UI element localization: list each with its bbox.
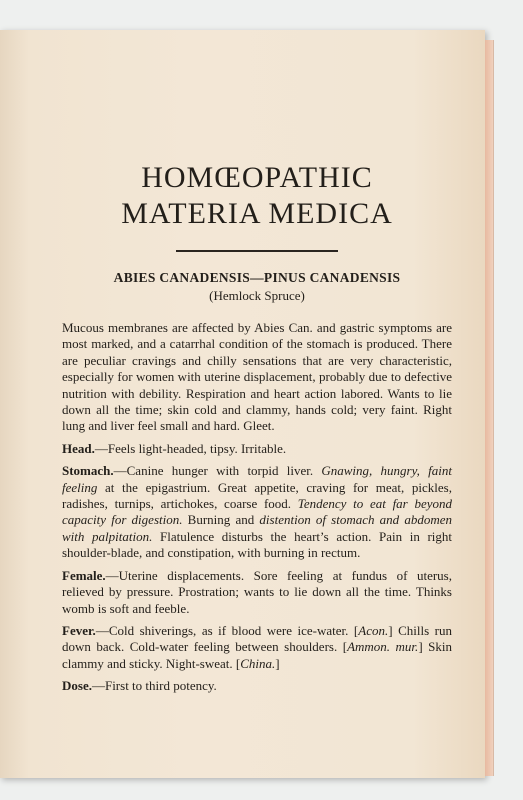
fever-text-4: ] <box>275 655 280 671</box>
fever-italic-2: Ammon. mur. <box>347 639 419 655</box>
head-section <box>62 441 452 457</box>
page-title <box>62 160 452 232</box>
stomach-section <box>62 463 452 561</box>
fever-text-2: ] Chills run down back. Cold-water feeling between shoulders. [ <box>62 622 452 655</box>
fever-section <box>62 623 452 672</box>
head-text: —Feels light-headed, tipsy. Irritable. <box>94 440 287 456</box>
stomach-italic-1: Gnawing, hungry, faint feeling <box>62 463 453 495</box>
fever-text-3: ] Skin clammy and sticky. Night-sweat. [ <box>62 639 452 671</box>
stomach-italic-2: Tendency to eat far beyond capacity for digestion. <box>62 496 453 528</box>
page-content <box>62 160 452 701</box>
dose-section <box>62 678 452 694</box>
title-rule <box>176 250 338 252</box>
stomach-italic-3: distention of stomach and abdomen with palpitation. <box>62 512 453 544</box>
female-text: —Uterine displacements. Sore feeling at fundus of uterus, relieved by pressure. Prostration; wants to lie down all the time. Thinks womb is soft and feeble. <box>62 567 452 616</box>
remedy-heading: ABIES CANADENSIS—PINUS CANADENSIS <box>113 270 401 285</box>
dose-label: Dose. <box>62 678 92 694</box>
fever-label: Fever. <box>62 622 96 638</box>
stomach-text-3: Burning and <box>187 512 255 528</box>
stomach-label: Stomach. <box>62 463 114 479</box>
fever-italic-1: Acon. <box>358 622 389 638</box>
stomach-text-2: at the epigastrium. Great appetite, craving for meat, pickles, radishes, turnips, artichokes, coarse food. <box>62 479 452 512</box>
fever-text-1: —Cold shiverings, as if blood were ice-water. [ <box>95 622 359 638</box>
stomach-text-4: Flatulence disturbs the heart’s action. Pain in right shoulder-blade, and constipation, with burning in rectum. <box>62 528 453 561</box>
remedy-common-name: (Hemlock Spruce) <box>209 288 305 303</box>
female-label: Female. <box>62 567 106 583</box>
stomach-text-1: —Canine hunger with torpid liver. <box>113 463 314 479</box>
fever-italic-3: China. <box>240 655 276 671</box>
title-line-2: MATERIA MEDICA <box>121 197 393 230</box>
female-section <box>62 568 452 617</box>
dose-text: —First to third potency. <box>91 678 217 694</box>
title-line-1: HOMŒOPATHIC <box>141 161 373 194</box>
page-edge <box>485 40 494 776</box>
head-label: Head. <box>62 440 95 456</box>
intro-paragraph: Mucous membranes are affected by Abies Can. and gastric symptoms are most marked, and a catarrhal condition of the stomach is produced. There are peculiar cravings and chilly sensations that are very characteristic, especially for women with uterine displacement, probably due to defective nutrition with debility. Respiration and heart action labored. Wants to lie down all the time; skin cold and clammy, hands cold; very faint. Right lung and liver feel small and hard. Gleet. <box>62 320 452 434</box>
